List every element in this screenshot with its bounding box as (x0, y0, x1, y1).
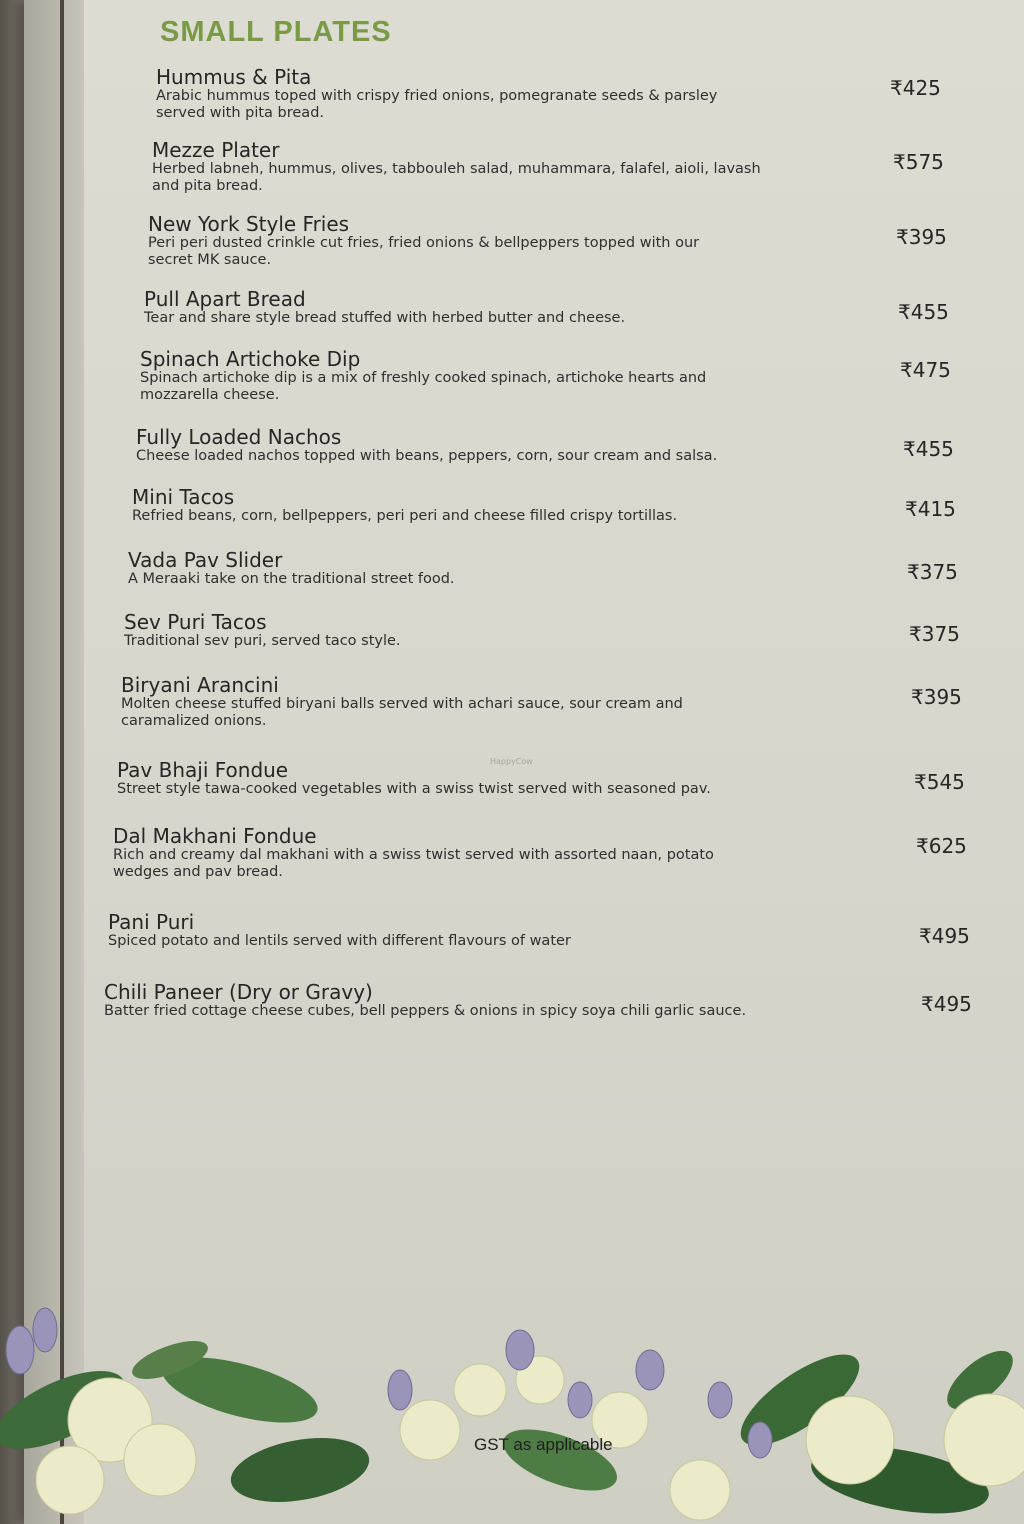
item-price: ₹455 (903, 437, 954, 461)
gst-note: GST as applicable (474, 1435, 613, 1454)
item-description: Peri peri dusted crinkle cut fries, fried onions & bellpeppers topped with our secret MK sauce. (148, 235, 700, 268)
item-description: Arabic hummus toped with crispy fried onions, pomegranate seeds & parsley served with pita bread. (156, 88, 718, 121)
item-description: Rich and creamy dal makhani with a swiss twist served with assorted naan, potato wedges and pav bread. (113, 847, 714, 880)
item-description: Molten cheese stuffed biryani balls served with achari sauce, sour cream and caramalized onions. (121, 696, 683, 729)
menu-item (156, 66, 736, 122)
item-description: A Meraaki take on the traditional street food. (128, 571, 455, 587)
menu-item (152, 139, 792, 195)
item-description: Refried beans, corn, bellpeppers, peri peri and cheese filled crispy tortillas. (132, 508, 678, 524)
item-name: Mini Tacos (132, 485, 235, 509)
item-name: Chili Paneer (Dry or Gravy) (104, 980, 373, 1004)
menu-item (136, 426, 796, 465)
menu-item (132, 486, 792, 525)
item-price: ₹425 (890, 76, 941, 100)
item-name: Dal Makhani Fondue (113, 824, 317, 848)
menu-item (113, 825, 723, 881)
item-name: Biryani Arancini (121, 673, 279, 697)
item-price: ₹375 (907, 560, 958, 584)
menu-item (117, 759, 797, 798)
item-description: Herbed labneh, hummus, olives, tabbouleh salad, muhammara, falafel, aioli, lavash and pita bread. (152, 161, 761, 194)
menu-item (148, 213, 748, 269)
item-description: Cheese loaded nachos topped with beans, peppers, corn, sour cream and salsa. (136, 448, 718, 464)
menu-item (104, 981, 834, 1020)
item-price: ₹575 (893, 150, 944, 174)
item-price: ₹395 (896, 225, 947, 249)
item-price: ₹395 (911, 685, 962, 709)
item-description: Tear and share style bread stuffed with herbed butter and cheese. (144, 310, 626, 326)
item-name: New York Style Fries (148, 212, 350, 236)
item-price: ₹495 (921, 992, 972, 1016)
menu-item (121, 674, 741, 730)
item-name: Mezze Plater (152, 138, 280, 162)
floral-illustration (0, 1290, 1024, 1524)
item-description: Spinach artichoke dip is a mix of freshly cooked spinach, artichoke hearts and mozzarella cheese. (140, 370, 707, 403)
section-title: SMALL PLATES (160, 16, 392, 48)
item-name: Pull Apart Bread (144, 287, 306, 311)
item-name: Vada Pav Slider (128, 548, 283, 572)
item-price: ₹455 (898, 300, 949, 324)
item-price: ₹375 (909, 622, 960, 646)
item-name: Sev Puri Tacos (124, 610, 267, 634)
item-name: Pav Bhaji Fondue (117, 758, 289, 782)
item-name: Hummus & Pita (156, 65, 312, 89)
item-name: Spinach Artichoke Dip (140, 347, 361, 371)
item-description: Street style tawa-cooked vegetables with a swiss twist served with seasoned pav. (117, 781, 711, 797)
item-price: ₹415 (905, 497, 956, 521)
item-name: Pani Puri (108, 910, 195, 934)
item-price: ₹545 (914, 770, 965, 794)
menu-item (124, 611, 784, 650)
menu-item (140, 348, 760, 404)
item-name: Fully Loaded Nachos (136, 425, 342, 449)
item-price: ₹625 (916, 834, 967, 858)
watermark-text: HappyCow (490, 757, 533, 766)
item-price: ₹495 (919, 924, 970, 948)
item-description: Spiced potato and lentils served with different flavours of water (108, 933, 571, 949)
menu-item (108, 911, 808, 950)
item-description: Batter fried cottage cheese cubes, bell peppers & onions in spicy soya chili garlic sauce. (104, 1003, 747, 1019)
menu-item (144, 288, 804, 327)
menu-item (128, 549, 788, 588)
item-description: Traditional sev puri, served taco style. (124, 633, 401, 649)
item-price: ₹475 (900, 358, 951, 382)
